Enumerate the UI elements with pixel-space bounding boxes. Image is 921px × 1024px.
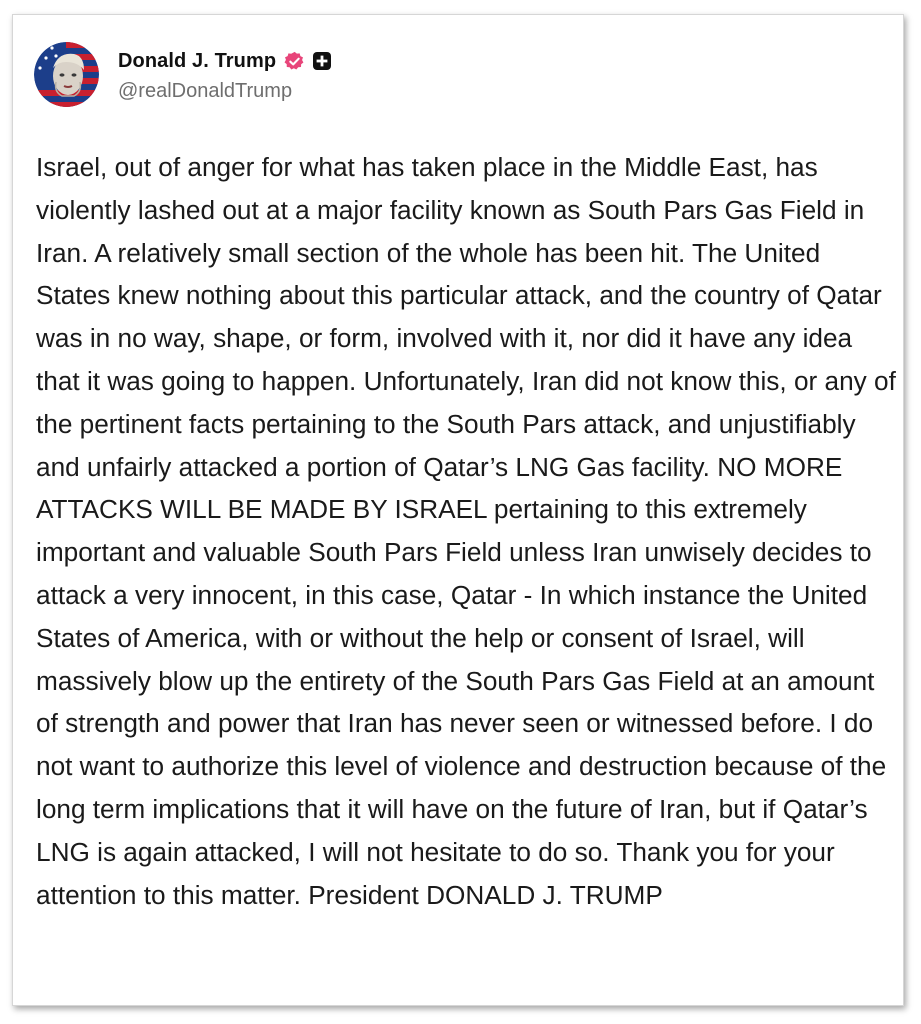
avatar-image [34,42,99,107]
author-display-name[interactable]: Donald J. Trump [118,49,277,72]
plus-badge-icon [313,52,331,70]
post-card [12,14,904,1006]
author-name-line [118,45,331,77]
post-header [34,40,331,108]
author-handle[interactable]: @realDonaldTrump [118,80,293,102]
verified-badge-icon [284,51,305,72]
avatar[interactable] [34,42,99,107]
author-info [118,45,331,103]
post-text: Israel, out of anger for what has taken place in the Middle East, has violently lashed out at a major facility known as South Pars Gas Field in Iran. A relatively small section of the whole has been hit. The United States knew nothing about this particular attack, and the country of Qatar was in no way, shape, or form, involved with it, nor did it have any idea that it was going to happen. Unfortunately, Iran did not know this, or any of the pertinent facts pertaining to the South Pars attack, and unjustifiably and unfairly attacked a portion of Qatar’s LNG Gas facility. NO MORE ATTACKS WILL BE MADE BY ISRAEL pertaining to this extremely important and valuable South Pars Field unless Iran unwisely decides to attack a very innocent, in this case, Qatar - In which instance the United States of America, with or without the help or consent of Israel, will massively blow up the entirety of the South Pars Gas Field at an amount of strength and power that Iran has never seen or witnessed before. I do not want to authorize this level of violence and destruction because of the long term implications that it will have on the future of Iran, but if Qatar’s LNG is again attacked, I will not hesitate to do so. Thank you for your attention to this matter. President DONALD J. TRUMP [36,152,896,910]
